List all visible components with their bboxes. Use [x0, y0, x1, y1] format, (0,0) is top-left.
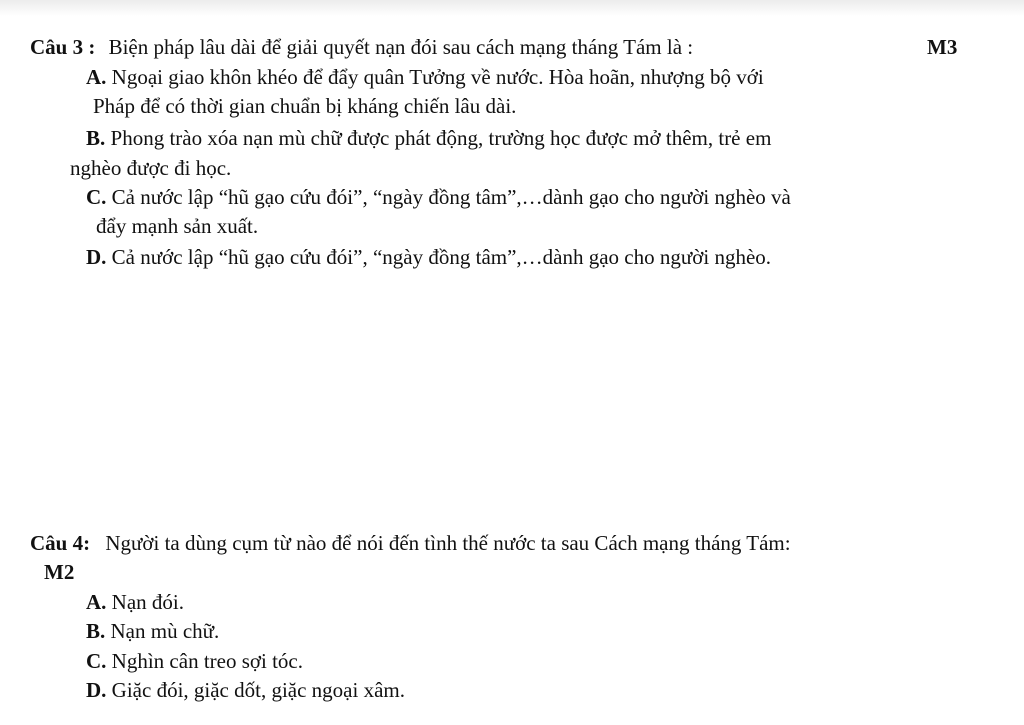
- option-3d-text: Cả nước lập “hũ gạo cứu đói”, “ngày đồng tâm”,…dành gạo cho người nghèo.: [111, 245, 772, 269]
- option-3c-letter: C.: [86, 185, 107, 209]
- option-3d-line1: [86, 247, 771, 268]
- question-4-level: M2: [44, 560, 75, 584]
- question-4-label: Câu 4:: [30, 531, 91, 555]
- question-3-level: M3: [927, 35, 958, 59]
- option-3a-line2: Pháp để có thời gian chuẩn bị kháng chiến lâu dài.: [93, 94, 517, 118]
- question-3-text: Biện pháp lâu dài để giải quyết nạn đói sau cách mạng tháng Tám là :: [108, 35, 694, 59]
- option-3b-line1: [86, 128, 771, 149]
- option-3a-text: Ngoại giao khôn khéo để đẩy quân Tưởng về nước. Hòa hoãn, nhượng bộ với: [111, 65, 764, 89]
- option-4d: [86, 680, 405, 701]
- question-4-heading: [30, 533, 791, 554]
- option-3a-line1: [86, 67, 764, 88]
- option-3b-letter: B.: [86, 126, 106, 150]
- question-3-label: Câu 3 :: [30, 35, 96, 59]
- option-4b-text: Nạn mù chữ.: [110, 619, 220, 643]
- option-3c-line1: [86, 187, 791, 208]
- option-4c: [86, 651, 303, 672]
- option-3c-text: Cả nước lập “hũ gạo cứu đói”, “ngày đồng tâm”,…dành gạo cho người nghèo và: [111, 185, 791, 209]
- option-4a-text: Nạn đói.: [111, 590, 184, 614]
- option-3d-letter: D.: [86, 245, 107, 269]
- option-3b-line2: nghèo được đi học.: [70, 156, 232, 180]
- question-3-heading: [30, 37, 693, 58]
- option-4c-text: Nghìn cân treo sợi tóc.: [111, 649, 303, 673]
- option-4d-text: Giặc đói, giặc dốt, giặc ngoại xâm.: [111, 678, 405, 702]
- option-4c-letter: C.: [86, 649, 107, 673]
- scan-top-shadow: [0, 0, 1024, 16]
- option-4a-letter: A.: [86, 590, 107, 614]
- question-4-text: Người ta dùng cụm từ nào để nói đến tình thế nước ta sau Cách mạng tháng Tám:: [105, 531, 791, 555]
- option-4a: [86, 592, 184, 613]
- option-4b-letter: B.: [86, 619, 106, 643]
- option-3c-line2: đẩy mạnh sản xuất.: [96, 214, 259, 238]
- option-4d-letter: D.: [86, 678, 107, 702]
- option-4b: [86, 621, 219, 642]
- option-3b-text: Phong trào xóa nạn mù chữ được phát động, trường học được mở thêm, trẻ em: [110, 126, 772, 150]
- option-3a-letter: A.: [86, 65, 107, 89]
